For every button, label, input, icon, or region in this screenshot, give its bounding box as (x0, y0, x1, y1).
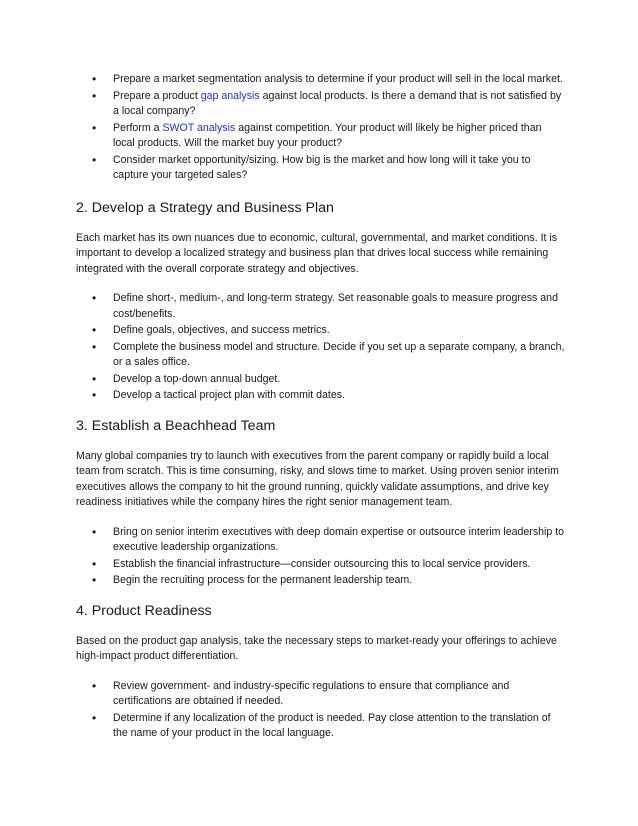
section4-bullet-list (76, 679, 566, 742)
list-item: • Define short-, medium-, and long-term strategy. Set reasonable goals to measure progress and cost/benefits. (76, 291, 566, 322)
section2-paragraph: Each market has its own nuances due to economic, cultural, governmental, and market conditions. It is important to develop a localized strategy and business plan that drives local success while remaining integrated with the overall corporate strategy and objectives. (76, 231, 558, 275)
list-item: • Review government- and industry-specific regulations to ensure that compliance and certifications are obtained if needed. (76, 679, 566, 710)
section2-bullet-list (76, 291, 566, 404)
document-page (76, 72, 566, 743)
section4-heading: 4. Product Readiness (76, 602, 212, 619)
list-item: • Prepare a product gap analysis against local products. Is there a demand that is not satisfied by a local company? (76, 89, 566, 120)
list-item: • Prepare a market segmentation analysis to determine if your product will sell in the local market. (76, 72, 566, 88)
list-item: • Bring on senior interim executives with deep domain expertise or outsource interim leadership to executive leadership organizations. (76, 525, 566, 556)
list-item: • Begin the recruiting process for the permanent leadership team. (76, 573, 566, 589)
section4-paragraph: Based on the product gap analysis, take the necessary steps to market-ready your offerings to achieve high-impact product differentiation. (76, 634, 557, 662)
section2-heading: 2. Develop a Strategy and Business Plan (76, 199, 334, 216)
list-item: • Determine if any localization of the product is needed. Pay close attention to the translation of the name of your product in the local language. (76, 711, 566, 742)
list-item: • Perform a SWOT analysis against competition. Your product will likely be higher priced than local products. Will the market buy your product? (76, 121, 566, 152)
list-item: • Define goals, objectives, and success metrics. (76, 323, 566, 339)
list-item: • Develop a top-down annual budget. (76, 372, 566, 388)
section3-paragraph: Many global companies try to launch with executives from the parent company or rapidly build a local team from scratch. This is time consuming, risky, and slows time to market. Using proven senior interim executives allows the company to hit the ground running, quickly validate assumptions, and drive key readiness initiatives while the company hires the right senior management team. (76, 449, 559, 508)
gap-analysis-link[interactable]: gap analysis (200, 89, 260, 102)
swot-analysis-link[interactable]: SWOT analysis (162, 121, 236, 134)
list-item: • Consider market opportunity/sizing. How big is the market and how long will it take you to capture your targeted sales? (76, 153, 566, 184)
section1-bullet-list (76, 72, 566, 184)
list-item: • Establish the financial infrastructure—consider outsourcing this to local service providers. (76, 557, 566, 573)
list-item: • Develop a tactical project plan with commit dates. (76, 388, 566, 404)
section3-heading: 3. Establish a Beachhead Team (76, 417, 276, 434)
list-item: • Complete the business model and structure. Decide if you set up a separate company, a branch, or a sales office. (76, 340, 566, 371)
section3-bullet-list (76, 525, 566, 589)
